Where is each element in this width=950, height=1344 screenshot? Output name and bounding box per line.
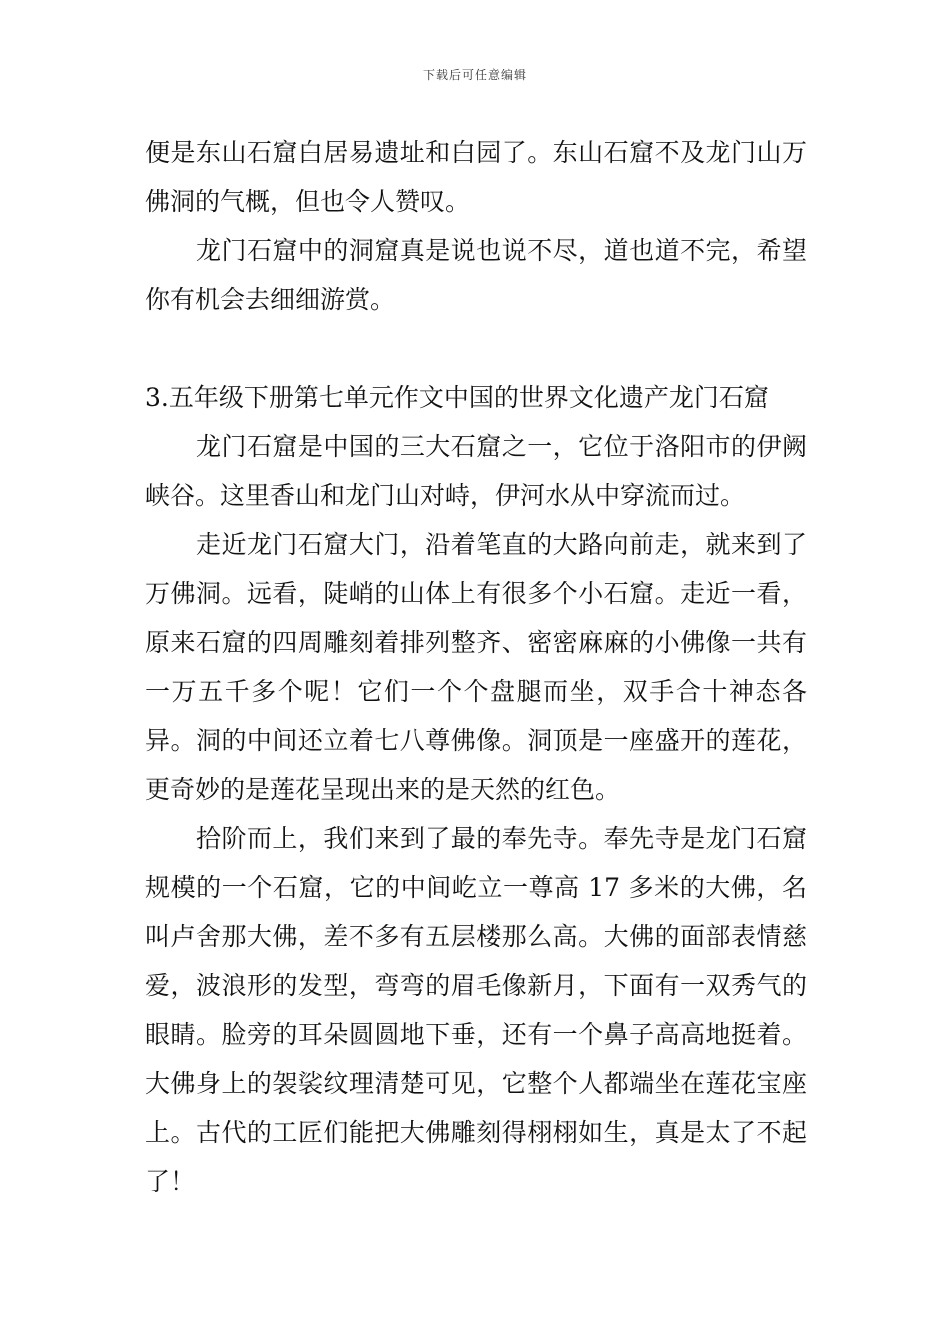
section-gap bbox=[145, 324, 807, 373]
paragraph-closing: 龙门石窟中的洞窟真是说也说不尽，道也道不完，希望你有机会去细细游赏。 bbox=[145, 236, 807, 314]
section-heading: 3.五年级下册第七单元作文中国的世界文化遗产龙门石窟 bbox=[145, 383, 769, 412]
section-paragraph-3: 拾阶而上，我们来到了最的奉先寺。奉先寺是龙门石窟规模的一个石窟，它的中间屹立一尊高 17 多米的大佛，名叫卢舍那大佛，差不多有五层楼那么高。大佛的面部表情慈爱，波浪形的发型，弯弯的眉毛像新月，下面有一双秀气的眼睛。脸旁的耳朵圆圆地下垂，还有一个鼻子高高地挺着。大佛身上的袈裟纹理清楚可见，它整个人都端坐在莲花宝座上。古代的工匠们能把大佛雕刻得栩栩如生，真是太了不起了！ bbox=[145, 824, 807, 1196]
section-paragraph-1: 龙门石窟是中国的三大石窟之一，它位于洛阳市的伊阙峡谷。这里香山和龙门山对峙，伊河水从中穿流而过。 bbox=[145, 432, 807, 510]
paragraph-continued: 便是东山石窟白居易遗址和白园了。东山石窟不及龙门山万佛洞的气概，但也令人赞叹。 bbox=[145, 138, 807, 216]
document-body bbox=[145, 128, 807, 1206]
section-paragraph-2: 走近龙门石窟大门，沿着笔直的大路向前走，就来到了万佛洞。远看，陡峭的山体上有很多个小石窟。走近一看，原来石窟的四周雕刻着排列整齐、密密麻麻的小佛像一共有一万五千多个呢！它们一个个盘腿而坐，双手合十神态各异。洞的中间还立着七八尊佛像。洞顶是一座盛开的莲花，更奇妙的是莲花呈现出来的是天然的红色。 bbox=[145, 530, 807, 804]
page-header: 下载后可任意编辑 bbox=[422, 68, 527, 82]
